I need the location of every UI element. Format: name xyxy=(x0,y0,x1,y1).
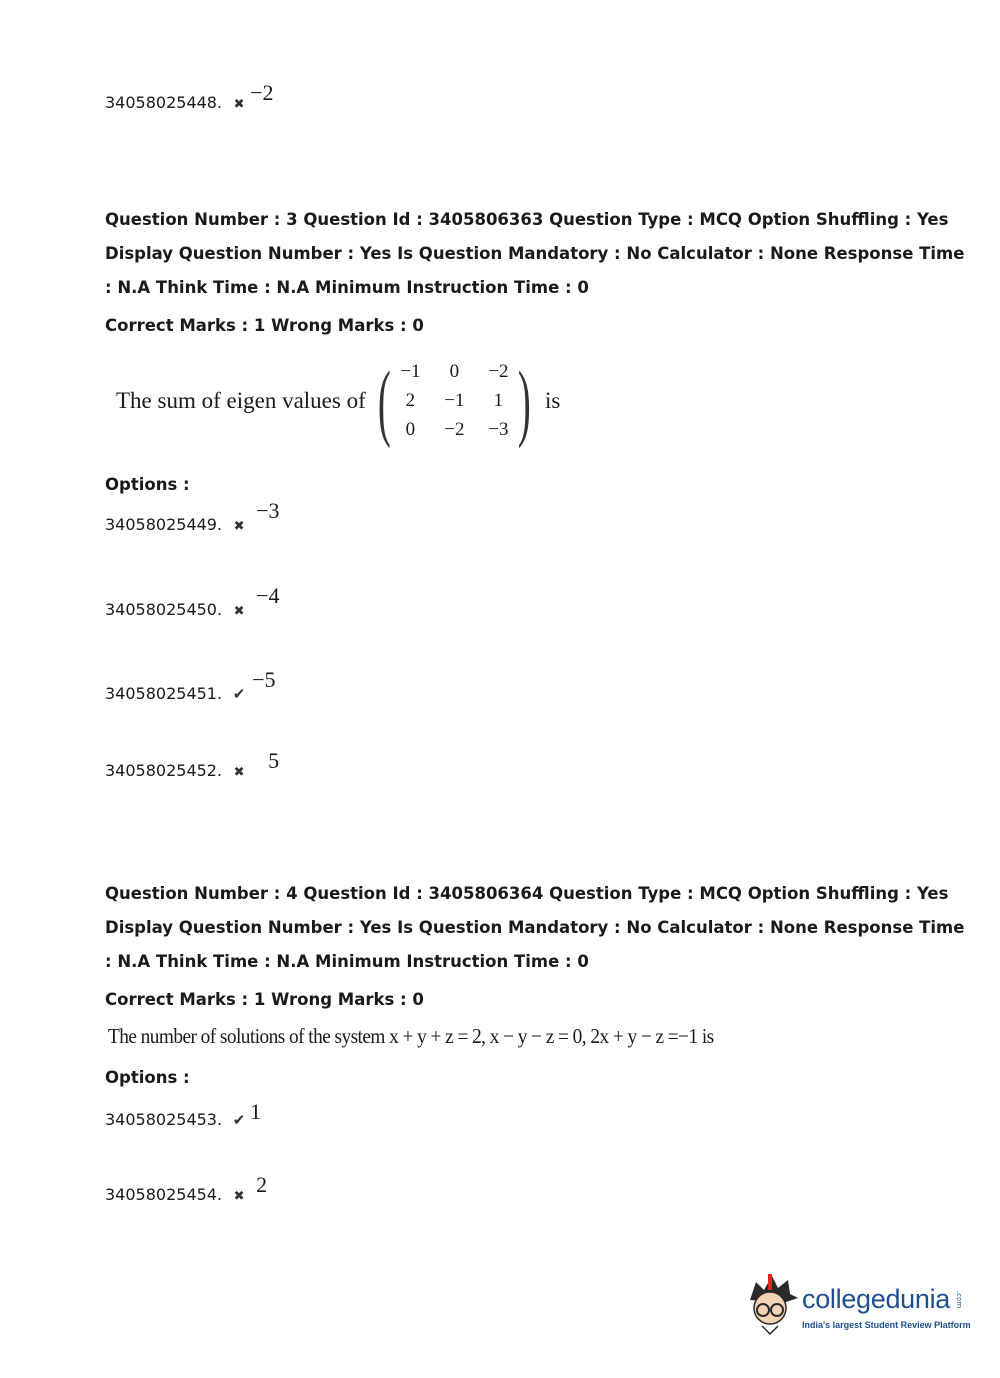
option-value: −2 xyxy=(250,80,274,105)
option-id: 34058025454. xyxy=(105,1185,223,1204)
option-row xyxy=(105,583,280,619)
matrix-cell: 0 xyxy=(405,419,416,440)
cross-icon: ✖ xyxy=(233,765,245,780)
cross-icon: ✖ xyxy=(233,519,245,534)
question-3-marks: Correct Marks : 1 Wrong Marks : 0 xyxy=(105,316,424,335)
cross-icon: ✖ xyxy=(233,604,245,619)
option-value: −5 xyxy=(252,667,276,692)
logo-tagline: India's largest Student Review Platform xyxy=(802,1320,971,1330)
check-icon: ✔ xyxy=(232,1111,246,1129)
matrix-cell: −1 xyxy=(400,361,421,382)
matrix-cell: 0 xyxy=(449,361,460,382)
option-id: 34058025451. xyxy=(105,684,223,703)
option-id: 34058025449. xyxy=(105,515,223,534)
question-4-stem: The number of solutions of the system x + y + z = 2, x − y − z = 0, 2x + y − z =−1 is xyxy=(108,1024,714,1048)
question-4-marks: Correct Marks : 1 Wrong Marks : 0 xyxy=(105,990,424,1009)
option-row xyxy=(105,80,274,112)
meta-line: : N.A Think Time : N.A Minimum Instruction Time : 0 xyxy=(105,952,589,971)
question-4-meta xyxy=(105,877,965,979)
option-value: 2 xyxy=(256,1172,268,1197)
matrix-cell: 2 xyxy=(405,390,416,411)
options-label: Options : xyxy=(105,475,190,494)
option-id: 34058025448. xyxy=(105,93,223,112)
logo-suffix: .com xyxy=(955,1290,964,1308)
matrix-cell: −2 xyxy=(444,419,465,440)
stem-prefix: The sum of eigen values of xyxy=(116,388,366,413)
meta-line: Display Question Number : Yes Is Question Mandatory : No Calculator : None Response Time xyxy=(105,918,965,937)
collegedunia-logo xyxy=(742,1272,972,1342)
option-id: 34058025450. xyxy=(105,600,223,619)
meta-line: Question Number : 3 Question Id : 3405806363 Question Type : MCQ Option Shuffling : Yes xyxy=(105,210,949,229)
logo-name: collegedunia xyxy=(802,1284,951,1314)
meta-line: Display Question Number : Yes Is Question Mandatory : No Calculator : None Response Time xyxy=(105,244,965,263)
matrix xyxy=(384,361,524,441)
right-paren: ) xyxy=(518,353,532,449)
question-3-stem xyxy=(116,353,561,449)
cross-icon: ✖ xyxy=(233,97,245,112)
matrix-cell: −1 xyxy=(444,390,465,411)
option-value: 5 xyxy=(268,748,280,773)
meta-line: Question Number : 4 Question Id : 3405806364 Question Type : MCQ Option Shuffling : Yes xyxy=(105,884,949,903)
option-value: −4 xyxy=(256,583,280,608)
option-id: 34058025453. xyxy=(105,1110,223,1129)
option-value: −3 xyxy=(256,498,280,523)
mascot-icon xyxy=(742,1272,802,1336)
option-row xyxy=(105,498,280,534)
option-row xyxy=(105,748,280,780)
option-row xyxy=(105,1172,268,1204)
option-row xyxy=(105,667,276,703)
question-3-meta xyxy=(105,203,965,305)
meta-line: : N.A Think Time : N.A Minimum Instruction Time : 0 xyxy=(105,278,589,297)
left-paren: ( xyxy=(377,353,391,449)
matrix-cell: −2 xyxy=(488,361,509,382)
matrix-cell: 1 xyxy=(493,390,504,411)
options-label: Options : xyxy=(105,1068,190,1087)
option-row xyxy=(105,1099,262,1129)
option-id: 34058025452. xyxy=(105,761,223,780)
cross-icon: ✖ xyxy=(233,1189,245,1204)
stem-suffix: is xyxy=(545,388,561,413)
matrix-cell: −3 xyxy=(488,419,509,440)
option-value: 1 xyxy=(250,1099,262,1124)
check-icon: ✔ xyxy=(232,685,246,703)
